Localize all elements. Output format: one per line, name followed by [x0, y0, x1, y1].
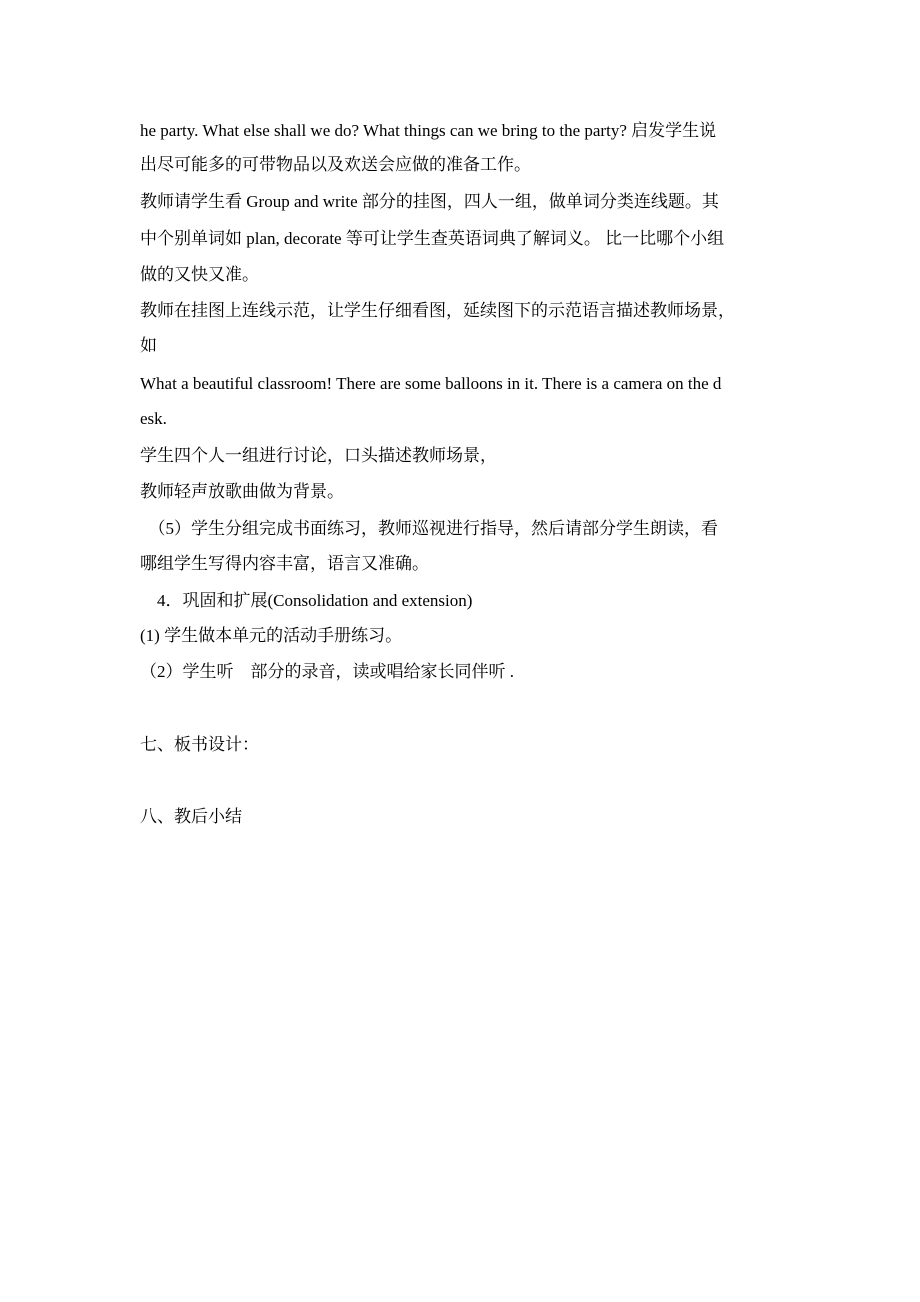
paragraph-line: 如 — [140, 336, 157, 355]
paragraph-line: 出尽可能多的可带物品以及欢送会应做的准备工作。 — [140, 155, 531, 174]
paragraph-line: 学生四个人一组进行讨论，口头描述教师场景， — [140, 446, 497, 465]
paragraph-line: 教师轻声放歌曲做为背景。 — [140, 482, 344, 501]
list-item: （2）学生听 部分的录音，读或唱给家长同伴听 . — [140, 662, 514, 681]
board-design-heading: 七、板书设计： — [140, 735, 259, 754]
example-sentence: What a beautiful classroom! There are some balloons in it. There is a camera on the d — [140, 374, 722, 393]
example-sentence: esk. — [140, 409, 167, 428]
paragraph-line: 教师在挂图上连线示范，让学生仔细看图，延续图下的示范语言描述教师场景， — [140, 301, 735, 320]
section-heading: 4．巩固和扩展(Consolidation and extension) — [140, 591, 473, 610]
paragraph-line: 教师请学生看 Group and write 部分的挂图，四人一组，做单词分类连线题。其 — [140, 192, 719, 211]
paragraph-line: 中个别单词如 plan, decorate 等可让学生查英语词典了解词义。 比一比哪个小组 — [140, 229, 725, 248]
paragraph-line: 做的又快又准。 — [140, 265, 259, 284]
paragraph-line: （5）学生分组完成书面练习，教师巡视进行指导，然后请部分学生朗读，看 — [140, 519, 718, 538]
paragraph-line: 哪组学生写得内容丰富，语言又准确。 — [140, 554, 429, 573]
list-item: (1) 学生做本单元的活动手册练习。 — [140, 626, 403, 645]
paragraph-line: he party. What else shall we do? What things can we bring to the party? 启发学生说 — [140, 121, 717, 140]
summary-heading: 八、教后小结 — [140, 807, 242, 826]
